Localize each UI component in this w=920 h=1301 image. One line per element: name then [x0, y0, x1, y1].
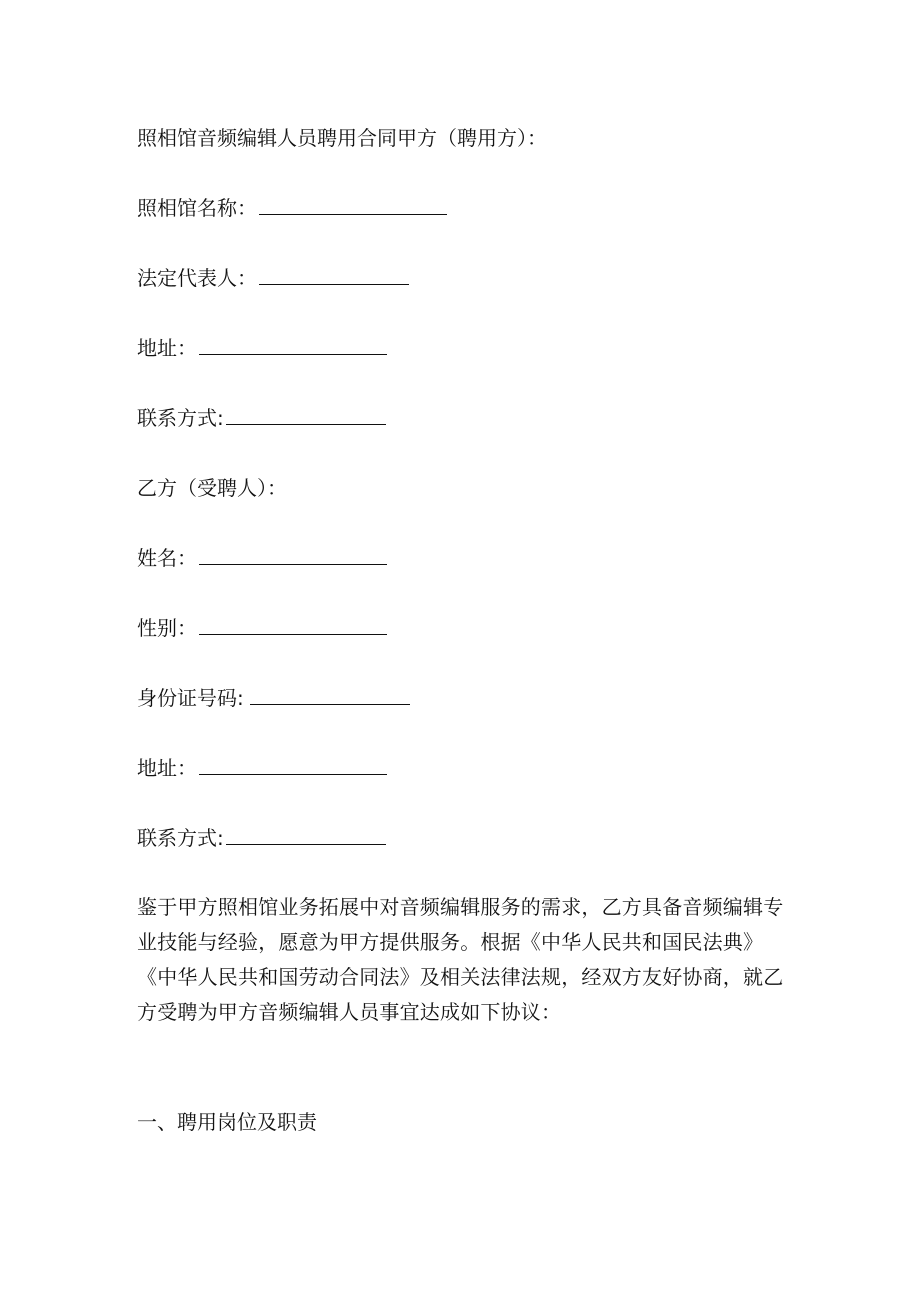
- preamble-paragraph: 鉴于甲方照相馆业务拓展中对音频编辑服务的需求，乙方具备音频编辑专业技能与经验，愿意为甲方提供服务。根据《中华人民共和国民法典》《中华人民共和国劳动合同法》及相关法律法规，经双方友好协商，就乙方受聘为甲方音频编辑人员事宜达成如下协议：: [137, 895, 784, 1024]
- party-b-address-label: 地址：: [137, 756, 197, 780]
- party-b-address-field: [137, 754, 387, 782]
- party-a-address-blank: [199, 334, 387, 355]
- party-b-contact-label: 联系方式:: [137, 826, 224, 850]
- legal-rep-field: [137, 264, 409, 292]
- party-b-address-blank: [199, 754, 387, 775]
- party-a-contact-blank: [226, 404, 386, 425]
- party-b-contact-blank: [226, 824, 386, 845]
- party-b-gender-blank: [199, 614, 387, 635]
- studio-name-field: [137, 194, 447, 222]
- party-b-name-blank: [199, 544, 387, 565]
- legal-rep-blank: [259, 264, 409, 285]
- party-b-heading: [137, 474, 287, 502]
- party-b-id-blank: [250, 684, 410, 705]
- section-1-heading-text: 一、聘用岗位及职责: [137, 1110, 317, 1134]
- party-b-heading-text: 乙方（受聘人）：: [137, 476, 287, 500]
- studio-name-blank: [259, 194, 447, 215]
- party-a-address-label: 地址：: [137, 336, 197, 360]
- party-a-contact-label: 联系方式:: [137, 406, 224, 430]
- party-b-gender-label: 性别：: [137, 616, 197, 640]
- party-b-name-label: 姓名：: [137, 546, 197, 570]
- party-b-id-label: 身份证号码:: [137, 686, 244, 710]
- section-1-heading: [137, 1108, 317, 1136]
- party-a-contact-field: [137, 404, 386, 432]
- contract-title-text: 照相馆音频编辑人员聘用合同甲方（聘用方）：: [137, 126, 547, 150]
- party-b-id-field: [137, 684, 410, 712]
- legal-rep-label: 法定代表人：: [137, 266, 257, 290]
- party-b-name-field: [137, 544, 387, 572]
- party-b-contact-field: [137, 824, 386, 852]
- studio-name-label: 照相馆名称：: [137, 196, 257, 220]
- contract-title: [137, 124, 547, 152]
- party-b-gender-field: [137, 614, 387, 642]
- party-a-address-field: [137, 334, 387, 362]
